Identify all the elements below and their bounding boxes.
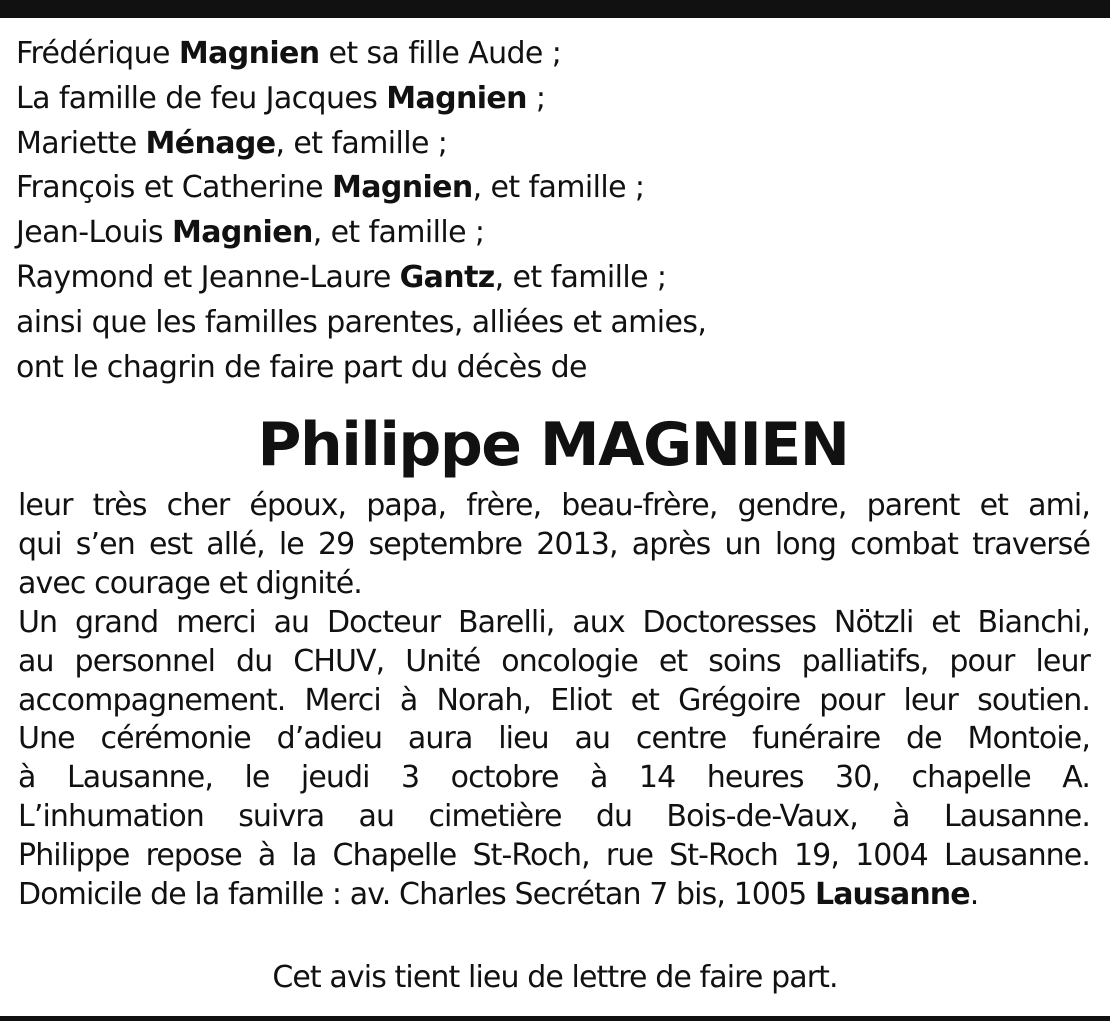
announcer-surname: Magnien <box>331 170 473 206</box>
announcer-surname: Magnien <box>386 80 527 116</box>
address-city: Lausanne <box>815 877 970 913</box>
body-line: Philippe repose à la Chapelle St-Roch, rue St-Roch 19, 1004 Lausanne. <box>18 838 1090 874</box>
body-line: leur très cher époux, papa, frère, beau-frère, gendre, parent et ami, <box>18 488 1090 523</box>
body-line: L’inhumation suivra au cimetière du Bois-de-Vaux, à Lausanne. <box>18 799 1090 835</box>
announcer-line <box>16 122 1086 167</box>
announcer-text: François et Catherine <box>16 170 332 206</box>
announcer-text: ainsi que les familles parentes, alliées et amies, <box>16 304 707 340</box>
announcer-line <box>16 32 1086 77</box>
closing-note: Cet avis tient lieu de lettre de faire part. <box>272 960 838 995</box>
body-line: à Lausanne, le jeudi 3 octobre à 14 heures 30, chapelle A. <box>18 760 1090 796</box>
announcer-surname: Magnien <box>171 215 313 251</box>
address-text: Domicile de la famille : av. Charles Secrétan 7 bis, 1005 <box>18 877 815 913</box>
announcer-line <box>16 77 1086 122</box>
announcer-text: , et famille ; <box>312 215 485 251</box>
announcer-text: , et famille ; <box>494 259 667 295</box>
announcer-text: Mariette <box>16 125 146 161</box>
deceased-name: Philippe MAGNIEN <box>257 410 849 480</box>
announcer-line <box>16 346 1086 391</box>
announcer-text: Frédérique <box>16 36 179 71</box>
announcer-line <box>16 166 1086 211</box>
announcer-text: La famille de feu Jacques <box>16 80 387 116</box>
announcer-surname: Magnien <box>178 36 320 71</box>
announcer-text: , et famille ; <box>472 170 645 206</box>
announcer-surname: Gantz <box>399 259 495 295</box>
announcer-text: et sa fille Aude ; <box>319 36 562 71</box>
body-line: Une cérémonie d’adieu aura lieu au centre funéraire de Montoie, <box>18 721 1090 757</box>
bottom-border-rule <box>0 1016 1110 1021</box>
announcer-line <box>16 211 1086 256</box>
body-line: accompagnement. Merci à Norah, Eliot et Grégoire pour leur soutien. <box>18 682 1090 718</box>
body-line: au personnel du CHUV, Unité oncologie et soins palliatifs, pour leur <box>18 643 1090 679</box>
announcer-text: Raymond et Jeanne-Laure <box>16 259 400 295</box>
announcer-line <box>16 301 1086 346</box>
body-line: qui s’en est allé, le 29 septembre 2013, après un long combat traversé <box>18 526 1090 562</box>
body-line: avec courage et dignité. <box>18 565 362 601</box>
announcer-text: , et famille ; <box>275 125 448 161</box>
announcer-surname: Ménage <box>145 125 276 161</box>
announcement-body <box>18 487 1090 915</box>
top-border-rule <box>0 0 1110 18</box>
announcer-text: ont le chagrin de faire part du décès de <box>16 349 587 385</box>
announcer-line <box>16 256 1086 301</box>
body-line: Un grand merci au Docteur Barelli, aux Doctoresses Nötzli et Bianchi, <box>18 604 1090 640</box>
announcer-text: ; <box>526 80 546 116</box>
family-address-line <box>18 876 1090 915</box>
announcer-text: Jean-Louis <box>16 215 172 251</box>
address-text: . <box>969 877 979 913</box>
family-announcers <box>16 32 1086 390</box>
